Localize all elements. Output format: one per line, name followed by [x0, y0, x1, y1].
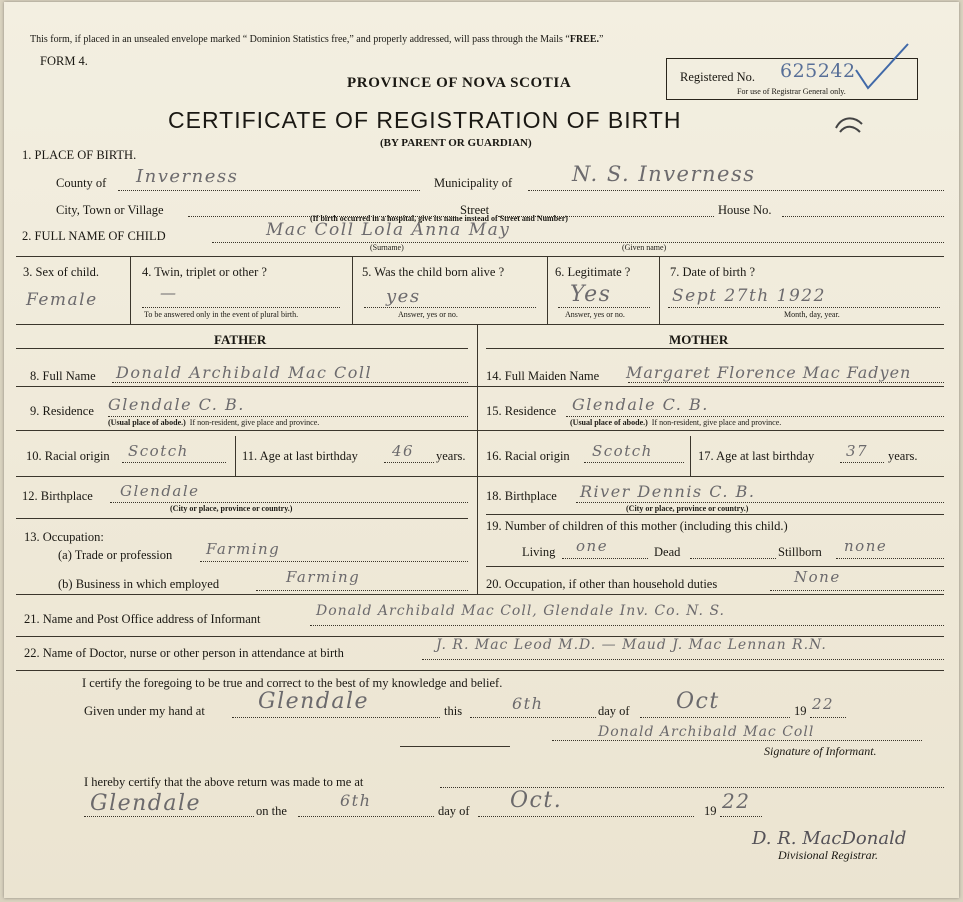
county-value: Inverness: [136, 166, 239, 187]
registrar-on-the-label: on the: [256, 804, 287, 818]
child-name-label: 2. FULL NAME OF CHILD: [22, 229, 166, 243]
father-residence-note: [108, 418, 319, 427]
father-business-value: Farming: [286, 568, 361, 586]
father-age-label: 11. Age at last birthday: [242, 449, 358, 463]
mother-age-label: 17. Age at last birthday: [698, 449, 815, 463]
living-label: Living: [522, 545, 556, 559]
attendant-value: J. R. Mac Leod M.D. — Maud J. Mac Lennan R.N.: [436, 637, 827, 653]
stamp-mark: [832, 112, 868, 136]
given-day-of-label: day of: [598, 704, 630, 718]
registrar-year-value: 22: [722, 789, 751, 813]
surname-caption: (Surname): [370, 243, 404, 252]
living-value: one: [576, 537, 609, 555]
mother-years-label: years.: [888, 449, 918, 463]
certificate-subtitle: (BY PARENT OR GUARDIAN): [380, 137, 532, 149]
province-heading: PROVINCE OF NOVA SCOTIA: [347, 75, 572, 91]
mother-racial-value: Scotch: [592, 442, 653, 460]
father-residence-note-a: (Usual place of abode.): [108, 418, 186, 427]
mother-occupation-value: None: [794, 568, 841, 586]
mother-age-value: 37: [846, 442, 869, 460]
mother-maiden-label: 14. Full Maiden Name: [486, 369, 600, 383]
father-trade-label: (a) Trade or profession: [58, 548, 173, 562]
informant-value: Donald Archibald Mac Coll, Glendale Inv. Co. N. S.: [316, 603, 725, 619]
child-name-value: Mac Coll Lola Anna May: [266, 220, 511, 240]
form-number: FORM 4.: [40, 54, 88, 68]
mother-birthplace-value: River Dennis C. B.: [580, 482, 756, 501]
registered-number: 625242: [780, 60, 856, 82]
registrar-month-value: Oct.: [510, 788, 563, 813]
twin-value: —: [160, 283, 178, 302]
informant-signature-caption: Signature of Informant.: [764, 744, 877, 758]
registrar-day-of-label: day of: [438, 804, 470, 818]
registered-note: For use of Registrar General only.: [737, 87, 846, 96]
county-label: County of: [56, 176, 107, 190]
father-residence-label: 9. Residence: [30, 404, 94, 418]
city-label: City, Town or Village: [56, 203, 164, 217]
mother-birthplace-label: 18. Birthplace: [486, 489, 557, 503]
given-day-value: 6th: [512, 694, 544, 713]
municipality-value: N. S. Inverness: [572, 162, 756, 186]
attendant-label: 22. Name of Doctor, nurse or other person in attendance at birth: [24, 646, 344, 660]
birth-certificate-page: [4, 2, 959, 898]
stillborn-value: none: [844, 537, 888, 555]
father-occupation-heading: 13. Occupation:: [24, 530, 104, 544]
postal-note-free: FREE.: [569, 34, 600, 45]
dob-label: 7. Date of birth ?: [670, 265, 756, 279]
legitimate-label: 6. Legitimate ?: [555, 265, 631, 279]
registrar-signature-caption: Divisional Registrar.: [778, 848, 879, 862]
father-residence-note-b: If non-resident, give place and province.: [189, 418, 320, 427]
mother-residence-label: 15. Residence: [486, 404, 557, 418]
mother-residence-value: Glendale C. B.: [572, 395, 709, 414]
legitimate-value: Yes: [570, 282, 612, 307]
informant-signature: Donald Archibald Mac Coll: [598, 724, 815, 740]
postal-note-text: This form, if placed in an unsealed envelope marked “ Dominion Statistics free,” and properly addressed, will pass through the Mails “: [30, 34, 570, 45]
twin-label: 4. Twin, triplet or other ?: [142, 265, 267, 279]
blue-check-mark: [852, 40, 912, 94]
father-trade-value: Farming: [206, 540, 281, 558]
father-residence-value: Glendale C. B.: [108, 395, 245, 414]
informant-label: 21. Name and Post Office address of Informant: [24, 612, 261, 626]
sex-label: 3. Sex of child.: [23, 265, 100, 279]
mother-birthplace-note: (City or place, province or country.): [626, 504, 749, 513]
father-racial-label: 10. Racial origin: [26, 449, 110, 463]
registrar-year-prefix: 19: [704, 804, 717, 818]
street-label: Street: [460, 203, 490, 217]
sex-value: Female: [26, 290, 98, 310]
mother-maiden-value: Margaret Florence Mac Fadyen: [626, 363, 912, 382]
mother-racial-label: 16. Racial origin: [486, 449, 570, 463]
registrar-place-value: Glendale: [90, 791, 202, 816]
alive-label: 5. Was the child born alive ?: [362, 265, 505, 279]
father-racial-value: Scotch: [128, 442, 189, 460]
father-heading: FATHER: [214, 332, 267, 347]
mother-residence-note-b: If non-resident, give place and province.: [651, 418, 782, 427]
given-year-value: 22: [812, 695, 835, 713]
twin-note: To be answered only in the event of plural birth.: [144, 310, 299, 319]
dob-note: Month, day, year.: [784, 310, 840, 319]
father-years-label: years.: [436, 449, 466, 463]
father-age-value: 46: [392, 442, 415, 460]
mother-residence-note: [570, 418, 781, 427]
postal-note-end: ”: [599, 34, 604, 45]
father-name-label: 8. Full Name: [30, 369, 96, 383]
municipality-label: Municipality of: [434, 176, 513, 190]
certify-statement: I certify the foregoing to be true and correct to the best of my knowledge and belief.: [82, 676, 503, 690]
given-month-value: Oct: [676, 689, 720, 714]
father-name-value: Donald Archibald Mac Coll: [116, 363, 373, 382]
legitimate-note: Answer, yes or no.: [565, 310, 625, 319]
stillborn-label: Stillborn: [778, 545, 822, 559]
mother-heading: MOTHER: [669, 332, 729, 347]
alive-note: Answer, yes or no.: [398, 310, 458, 319]
dob-value: Sept 27th 1922: [672, 286, 826, 306]
given-caption: (Given name): [622, 243, 667, 252]
this-label: this: [444, 704, 463, 718]
father-business-label: (b) Business in which employed: [58, 577, 220, 591]
father-birthplace-value: Glendale: [120, 482, 200, 500]
registrar-day-value: 6th: [340, 791, 372, 810]
given-year-prefix: 19: [794, 704, 807, 718]
given-place-value: Glendale: [258, 689, 370, 714]
alive-value: yes: [386, 286, 421, 307]
mother-residence-note-a: (Usual place of abode.): [570, 418, 648, 427]
house-label: House No.: [718, 203, 772, 217]
registrar-signature: D. R. MacDonald: [752, 828, 907, 849]
father-birthplace-note: (City or place, province or country.): [170, 504, 293, 513]
place-of-birth-heading: 1. PLACE OF BIRTH.: [22, 148, 137, 162]
certificate-title: CERTIFICATE OF REGISTRATION OF BIRTH: [168, 107, 682, 133]
father-birthplace-label: 12. Birthplace: [22, 489, 93, 503]
dead-label: Dead: [654, 545, 681, 559]
children-label: 19. Number of children of this mother (including this child.): [486, 519, 788, 533]
mother-occupation-label: 20. Occupation, if other than household duties: [486, 577, 718, 591]
registered-label: Registered No.: [680, 70, 755, 84]
postal-note: [30, 34, 603, 45]
given-label: Given under my hand at: [84, 704, 205, 718]
registrar-statement: I hereby certify that the above return was made to me at: [84, 775, 364, 789]
hospital-note: (If birth occurred in a hospital, give its name instead of Street and Number): [310, 214, 568, 223]
